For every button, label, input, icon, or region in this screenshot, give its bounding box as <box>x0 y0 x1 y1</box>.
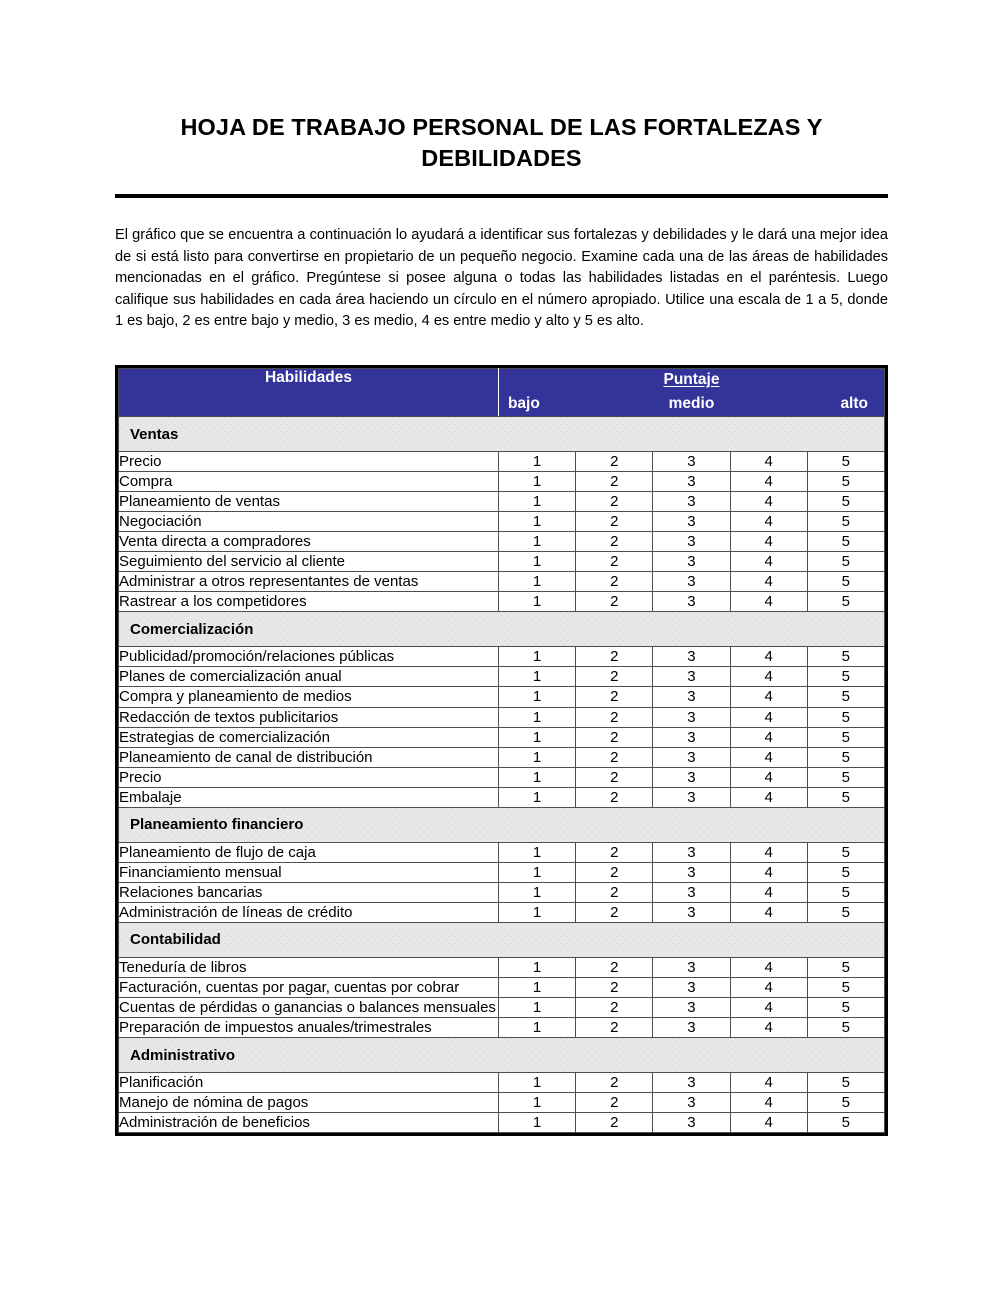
score-option-5[interactable]: 5 <box>807 552 884 572</box>
score-option-4[interactable]: 4 <box>730 492 807 512</box>
score-option-4[interactable]: 4 <box>730 512 807 532</box>
table-row <box>119 707 885 727</box>
table-row <box>119 977 885 997</box>
score-option-3[interactable]: 3 <box>653 687 730 707</box>
table-row <box>119 882 885 902</box>
score-option-1[interactable]: 1 <box>498 452 575 472</box>
score-option-5[interactable]: 5 <box>807 687 884 707</box>
table-row <box>119 1073 885 1093</box>
score-option-3[interactable]: 3 <box>653 787 730 807</box>
score-option-1[interactable]: 1 <box>498 882 575 902</box>
header-level-medium: medio <box>668 395 715 412</box>
score-option-1[interactable]: 1 <box>498 1018 575 1038</box>
score-option-2[interactable]: 2 <box>576 1073 653 1093</box>
score-option-1[interactable]: 1 <box>498 747 575 767</box>
skill-label: Publicidad/promoción/relaciones públicas <box>119 647 499 667</box>
score-option-4[interactable]: 4 <box>730 572 807 592</box>
header-skills-label: Habilidades <box>119 369 499 417</box>
skill-label: Seguimiento del servicio al cliente <box>119 552 499 572</box>
score-option-1[interactable]: 1 <box>498 977 575 997</box>
score-option-4[interactable]: 4 <box>730 747 807 767</box>
score-option-3[interactable]: 3 <box>653 957 730 977</box>
score-option-3[interactable]: 3 <box>653 727 730 747</box>
score-option-3[interactable]: 3 <box>653 767 730 787</box>
table-header-row <box>119 369 885 417</box>
score-option-3[interactable]: 3 <box>653 1073 730 1093</box>
score-option-4[interactable]: 4 <box>730 767 807 787</box>
score-option-3[interactable]: 3 <box>653 452 730 472</box>
header-level-high: alto <box>840 395 868 412</box>
skill-label: Venta directa a compradores <box>119 532 499 552</box>
score-option-5[interactable]: 5 <box>807 472 884 492</box>
score-option-2[interactable]: 2 <box>576 862 653 882</box>
skill-label: Administración de líneas de crédito <box>119 902 499 922</box>
score-option-2[interactable]: 2 <box>576 647 653 667</box>
score-option-1[interactable]: 1 <box>498 767 575 787</box>
score-option-2[interactable]: 2 <box>576 727 653 747</box>
score-option-3[interactable]: 3 <box>653 842 730 862</box>
table-row <box>119 1018 885 1038</box>
table-row <box>119 492 885 512</box>
table-row <box>119 452 885 472</box>
score-option-2[interactable]: 2 <box>576 998 653 1018</box>
score-option-5[interactable]: 5 <box>807 1093 884 1113</box>
score-option-2[interactable]: 2 <box>576 472 653 492</box>
score-option-1[interactable]: 1 <box>498 552 575 572</box>
table-row <box>119 957 885 977</box>
score-option-2[interactable]: 2 <box>576 787 653 807</box>
score-option-4[interactable]: 4 <box>730 862 807 882</box>
score-option-3[interactable]: 3 <box>653 1018 730 1038</box>
section-header-row <box>119 1038 885 1073</box>
skill-label: Teneduría de libros <box>119 957 499 977</box>
score-option-4[interactable]: 4 <box>730 977 807 997</box>
page-title: HOJA DE TRABAJO PERSONAL DE LAS FORTALEZAS Y DEBILIDADES <box>180 114 823 172</box>
score-option-3[interactable]: 3 <box>653 977 730 997</box>
score-option-3[interactable]: 3 <box>653 492 730 512</box>
score-option-4[interactable]: 4 <box>730 787 807 807</box>
skill-label: Compra y planeamiento de medios <box>119 687 499 707</box>
score-option-5[interactable]: 5 <box>807 862 884 882</box>
score-option-5[interactable]: 5 <box>807 747 884 767</box>
score-option-3[interactable]: 3 <box>653 532 730 552</box>
table-row <box>119 902 885 922</box>
score-option-5[interactable]: 5 <box>807 492 884 512</box>
score-option-1[interactable]: 1 <box>498 787 575 807</box>
score-option-5[interactable]: 5 <box>807 767 884 787</box>
table-row <box>119 687 885 707</box>
score-option-4[interactable]: 4 <box>730 882 807 902</box>
skill-label: Embalaje <box>119 787 499 807</box>
score-option-1[interactable]: 1 <box>498 512 575 532</box>
score-option-2[interactable]: 2 <box>576 492 653 512</box>
score-option-2[interactable]: 2 <box>576 1113 653 1133</box>
skill-label: Facturación, cuentas por pagar, cuentas por cobrar <box>119 977 499 997</box>
score-option-5[interactable]: 5 <box>807 707 884 727</box>
score-option-3[interactable]: 3 <box>653 902 730 922</box>
score-option-5[interactable]: 5 <box>807 957 884 977</box>
skill-label: Planeamiento de ventas <box>119 492 499 512</box>
score-option-4[interactable]: 4 <box>730 707 807 727</box>
score-option-5[interactable]: 5 <box>807 727 884 747</box>
score-option-1[interactable]: 1 <box>498 472 575 492</box>
section-header-row <box>119 922 885 957</box>
header-level-low: bajo <box>507 395 540 412</box>
skill-label: Planeamiento de canal de distribución <box>119 747 499 767</box>
score-option-5[interactable]: 5 <box>807 572 884 592</box>
score-option-2[interactable]: 2 <box>576 767 653 787</box>
table-row <box>119 572 885 592</box>
skill-label: Administrar a otros representantes de ventas <box>119 572 499 592</box>
skill-label: Planes de comercialización anual <box>119 667 499 687</box>
score-option-1[interactable]: 1 <box>498 572 575 592</box>
skill-label: Relaciones bancarias <box>119 882 499 902</box>
score-option-1[interactable]: 1 <box>498 1113 575 1133</box>
table-row <box>119 472 885 492</box>
score-option-3[interactable]: 3 <box>653 882 730 902</box>
score-option-2[interactable]: 2 <box>576 592 653 612</box>
score-option-3[interactable]: 3 <box>653 747 730 767</box>
section-title: Contabilidad <box>119 922 885 957</box>
skill-label: Negociación <box>119 512 499 532</box>
score-option-5[interactable]: 5 <box>807 902 884 922</box>
skill-label: Compra <box>119 472 499 492</box>
score-option-1[interactable]: 1 <box>498 667 575 687</box>
section-header-row <box>119 807 885 842</box>
score-option-4[interactable]: 4 <box>730 592 807 612</box>
score-option-2[interactable]: 2 <box>576 572 653 592</box>
table-row <box>119 512 885 532</box>
table-row <box>119 532 885 552</box>
score-option-5[interactable]: 5 <box>807 787 884 807</box>
score-option-4[interactable]: 4 <box>730 552 807 572</box>
score-option-4[interactable]: 4 <box>730 667 807 687</box>
score-option-2[interactable]: 2 <box>576 842 653 862</box>
score-option-1[interactable]: 1 <box>498 1073 575 1093</box>
score-option-5[interactable]: 5 <box>807 532 884 552</box>
score-option-3[interactable]: 3 <box>653 862 730 882</box>
score-option-1[interactable]: 1 <box>498 492 575 512</box>
score-option-2[interactable]: 2 <box>576 747 653 767</box>
table-row <box>119 747 885 767</box>
score-option-4[interactable]: 4 <box>730 452 807 472</box>
skills-assessment-table <box>115 365 888 1136</box>
score-option-2[interactable]: 2 <box>576 532 653 552</box>
score-option-3[interactable]: 3 <box>653 512 730 532</box>
score-option-1[interactable]: 1 <box>498 998 575 1018</box>
score-option-4[interactable]: 4 <box>730 902 807 922</box>
score-option-3[interactable]: 3 <box>653 998 730 1018</box>
section-title: Administrativo <box>119 1038 885 1073</box>
skill-label: Rastrear a los competidores <box>119 592 499 612</box>
skill-label: Manejo de nómina de pagos <box>119 1093 499 1113</box>
score-option-1[interactable]: 1 <box>498 592 575 612</box>
score-option-3[interactable]: 3 <box>653 592 730 612</box>
table-row <box>119 552 885 572</box>
score-option-5[interactable]: 5 <box>807 998 884 1018</box>
score-option-4[interactable]: 4 <box>730 842 807 862</box>
score-option-1[interactable]: 1 <box>498 842 575 862</box>
score-option-5[interactable]: 5 <box>807 512 884 532</box>
skill-label: Estrategias de comercialización <box>119 727 499 747</box>
score-option-4[interactable]: 4 <box>730 1073 807 1093</box>
score-option-3[interactable]: 3 <box>653 667 730 687</box>
score-option-3[interactable]: 3 <box>653 1113 730 1133</box>
score-option-5[interactable]: 5 <box>807 647 884 667</box>
table-row <box>119 667 885 687</box>
table-row <box>119 842 885 862</box>
score-option-4[interactable]: 4 <box>730 1093 807 1113</box>
score-option-1[interactable]: 1 <box>498 1093 575 1113</box>
score-option-3[interactable]: 3 <box>653 572 730 592</box>
title-divider <box>115 194 888 198</box>
score-option-3[interactable]: 3 <box>653 707 730 727</box>
score-option-2[interactable]: 2 <box>576 552 653 572</box>
score-option-3[interactable]: 3 <box>653 552 730 572</box>
skill-label: Precio <box>119 767 499 787</box>
score-option-3[interactable]: 3 <box>653 1093 730 1113</box>
score-option-3[interactable]: 3 <box>653 472 730 492</box>
table-row <box>119 647 885 667</box>
score-option-5[interactable]: 5 <box>807 667 884 687</box>
score-option-1[interactable]: 1 <box>498 687 575 707</box>
section-header-row <box>119 612 885 647</box>
table-row <box>119 998 885 1018</box>
score-option-4[interactable]: 4 <box>730 532 807 552</box>
section-header-row <box>119 417 885 452</box>
header-score-title: Puntaje <box>663 371 720 388</box>
score-option-5[interactable]: 5 <box>807 1073 884 1093</box>
score-option-1[interactable]: 1 <box>498 862 575 882</box>
table-row <box>119 1113 885 1133</box>
table-row <box>119 592 885 612</box>
skill-label: Administración de beneficios <box>119 1113 499 1133</box>
score-option-2[interactable]: 2 <box>576 687 653 707</box>
score-option-5[interactable]: 5 <box>807 1018 884 1038</box>
score-option-1[interactable]: 1 <box>498 957 575 977</box>
section-title: Planeamiento financiero <box>119 807 885 842</box>
score-option-4[interactable]: 4 <box>730 687 807 707</box>
score-option-2[interactable]: 2 <box>576 512 653 532</box>
skill-label: Preparación de impuestos anuales/trimestrales <box>119 1018 499 1038</box>
intro-paragraph: El gráfico que se encuentra a continuación lo ayudará a identificar sus fortalezas y debilidades y le dará una mejor idea de si está listo para convertirse en propietario de un pequeño negocio. Examine cada una de las áreas de habilidades mencionadas en el gráfico. Pregúntese si posee alguna o todas las habilidades listadas en el paréntesis. Luego califique sus habilidades en cada área haciendo un círculo en el número apropiado. Utilice una escala de 1 a 5, donde 1 es bajo, 2 es entre bajo y medio, 3 es medio, 4 es entre medio y alto y 5 es alto. <box>115 227 888 330</box>
score-option-2[interactable]: 2 <box>576 882 653 902</box>
score-option-2[interactable]: 2 <box>576 957 653 977</box>
score-option-1[interactable]: 1 <box>498 902 575 922</box>
score-option-5[interactable]: 5 <box>807 592 884 612</box>
score-option-4[interactable]: 4 <box>730 647 807 667</box>
skill-label: Redacción de textos publicitarios <box>119 707 499 727</box>
score-option-5[interactable]: 5 <box>807 1113 884 1133</box>
score-option-2[interactable]: 2 <box>576 902 653 922</box>
score-option-5[interactable]: 5 <box>807 842 884 862</box>
score-option-2[interactable]: 2 <box>576 667 653 687</box>
score-option-1[interactable]: 1 <box>498 727 575 747</box>
score-option-1[interactable]: 1 <box>498 647 575 667</box>
skill-label: Precio <box>119 452 499 472</box>
skill-label: Cuentas de pérdidas o ganancias o balances mensuales <box>119 998 499 1018</box>
score-option-4[interactable]: 4 <box>730 1018 807 1038</box>
score-option-2[interactable]: 2 <box>576 1018 653 1038</box>
score-option-1[interactable]: 1 <box>498 532 575 552</box>
table-row <box>119 787 885 807</box>
score-option-4[interactable]: 4 <box>730 998 807 1018</box>
skill-label: Financiamiento mensual <box>119 862 499 882</box>
table-row <box>119 1093 885 1113</box>
score-option-3[interactable]: 3 <box>653 647 730 667</box>
score-option-5[interactable]: 5 <box>807 977 884 997</box>
table-row <box>119 727 885 747</box>
score-option-4[interactable]: 4 <box>730 727 807 747</box>
score-option-4[interactable]: 4 <box>730 957 807 977</box>
table-row <box>119 767 885 787</box>
score-option-2[interactable]: 2 <box>576 1093 653 1113</box>
score-option-2[interactable]: 2 <box>576 977 653 997</box>
score-option-4[interactable]: 4 <box>730 472 807 492</box>
score-option-4[interactable]: 4 <box>730 1113 807 1133</box>
score-option-5[interactable]: 5 <box>807 452 884 472</box>
skill-label: Planificación <box>119 1073 499 1093</box>
skill-label: Planeamiento de flujo de caja <box>119 842 499 862</box>
header-score-group <box>498 369 884 417</box>
score-option-5[interactable]: 5 <box>807 882 884 902</box>
section-title: Ventas <box>119 417 885 452</box>
score-option-2[interactable]: 2 <box>576 452 653 472</box>
score-option-2[interactable]: 2 <box>576 707 653 727</box>
score-option-1[interactable]: 1 <box>498 707 575 727</box>
table-row <box>119 862 885 882</box>
section-title: Comercialización <box>119 612 885 647</box>
